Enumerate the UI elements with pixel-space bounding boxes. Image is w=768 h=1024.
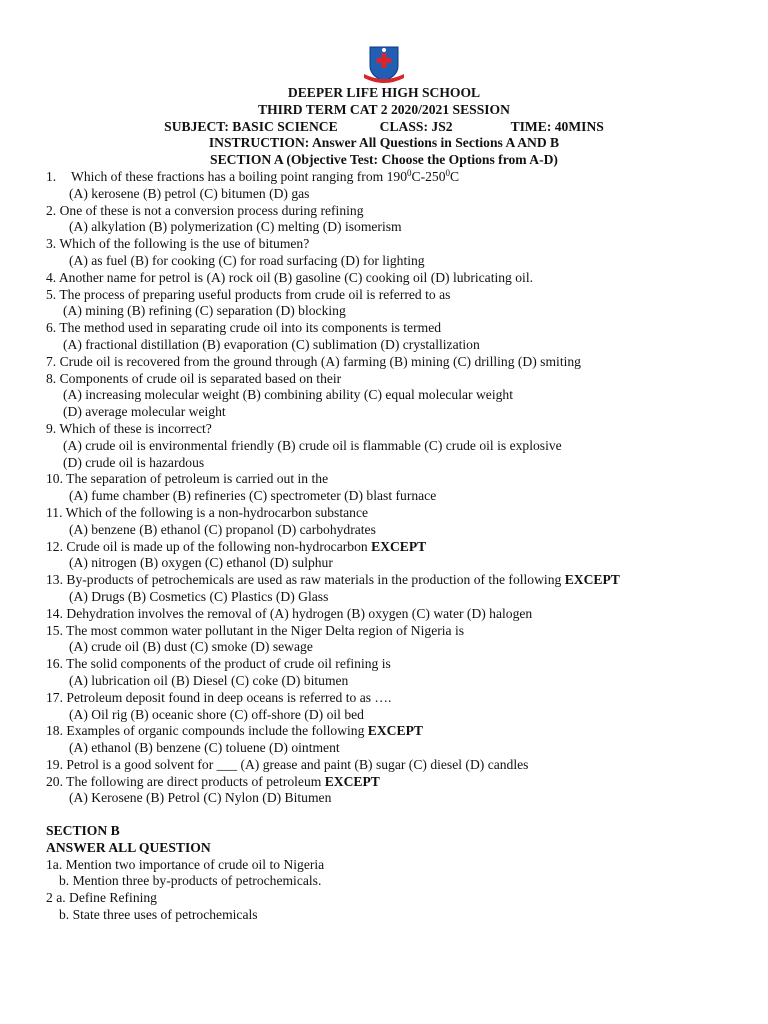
section-a-title: SECTION A (Objective Test: Choose the Options from A-D)	[210, 152, 558, 168]
question-6: 6. The method used in separating crude oil into its components is termed	[46, 320, 442, 336]
question-2: 2. One of these is not a conversion process during refining	[46, 202, 364, 218]
question-number: 1.	[46, 169, 57, 184]
question-20: 20. The following are direct products of petroleum EXCEPT	[46, 773, 380, 789]
question-9-options-continued: (D) crude oil is hazardous	[63, 454, 205, 470]
question-3: 3. Which of the following is the use of bitumen?	[46, 236, 310, 252]
question-8-options: (A) increasing molecular weight (B) combining ability (C) equal molecular weight	[63, 387, 513, 403]
term-title: THIRD TERM CAT 2 2020/2021 SESSION	[258, 101, 510, 117]
question-12: 12. Crude oil is made up of the following non-hydrocarbon EXCEPT	[46, 538, 427, 554]
section-b-question-1b: b. Mention three by-products of petrochemicals.	[59, 873, 322, 889]
time-label: TIME: 40MINS	[510, 118, 604, 134]
question-15: 15. The most common water pollutant in the Niger Delta region of Nigeria is	[46, 622, 465, 638]
instruction-text: INSTRUCTION: Answer All Questions in Sections A AND B	[208, 135, 560, 151]
question-1: 1. Which of these fractions has a boiling point ranging from $190^0C-250^0C$	[46, 168, 460, 184]
question-11: 11. Which of the following is a non-hydrocarbon substance	[46, 504, 369, 520]
section-b-title: SECTION B	[46, 823, 120, 838]
question-7: 7. Crude oil is recovered from the ground through (A) farming (B) mining (C) drilling (D) smiting	[46, 353, 581, 369]
question-18: 18. Examples of organic compounds include the following EXCEPT	[46, 723, 423, 739]
question-5: 5. The process of preparing useful products from crude oil is referred to as	[46, 286, 451, 302]
class-label: CLASS: JS2	[379, 118, 453, 134]
question-14: 14. Dehydration involves the removal of (A) hydrogen (B) oxygen (C) water (D) halogen	[46, 605, 533, 621]
question-19: 19. Petrol is a good solvent for ___ (A) grease and paint (B) sugar (C) diesel (D) candles	[46, 756, 529, 772]
question-8-options-continued: (D) average molecular weight	[63, 404, 226, 420]
question-13-options: (A) Drugs (B) Cosmetics (C) Plastics (D) Glass	[69, 588, 329, 604]
question-13: 13. By-products of petrochemicals are used as raw materials in the production of the following EXCEPT	[46, 572, 620, 588]
question-2-options: (A) alkylation (B) polymerization (C) melting (D) isomerism	[69, 219, 402, 235]
section-b	[46, 823, 746, 924]
question-18-options: (A) ethanol (B) benzene (C) toluene (D) ointment	[69, 740, 340, 756]
except-emphasis: EXCEPT	[367, 723, 423, 739]
question-9-options: (A) crude oil is environmental friendly (B) crude oil is flammable (C) crude oil is explosive	[63, 437, 562, 453]
question-8: 8. Components of crude oil is separated based on their	[46, 370, 342, 386]
question-17: 17. Petroleum deposit found in deep oceans is referred to as ….	[46, 689, 392, 705]
section-b-question-1a: 1a. Mention two importance of crude oil to Nigeria	[46, 856, 325, 872]
question-1-options: (A) kerosene (B) petrol (C) bitumen (D) gas	[69, 185, 310, 201]
school-crest-logo	[362, 44, 406, 84]
question-10: 10. The separation of petroleum is carried out in the	[46, 471, 329, 487]
school-name: DEEPER LIFE HIGH SCHOOL	[287, 85, 481, 100]
except-emphasis: EXCEPT	[371, 538, 427, 554]
question-16: 16. The solid components of the product of crude oil refining is	[46, 656, 391, 672]
question-9: 9. Which of these is incorrect?	[46, 420, 212, 436]
section-b-question-2a: 2 a. Define Refining	[46, 890, 157, 906]
question-17-options: (A) Oil rig (B) oceanic shore (C) off-shore (D) oil bed	[69, 706, 364, 722]
section-a-questions	[46, 169, 746, 807]
question-6-options: (A) fractional distillation (B) evaporation (C) sublimation (D) crystallization	[63, 336, 480, 352]
question-12-options: (A) nitrogen (B) oxygen (C) ethanol (D) sulphur	[69, 555, 333, 571]
section-b-instruction: ANSWER ALL QUESTION	[46, 839, 211, 855]
question-3-options: (A) as fuel (B) for cooking (C) for road surfacing (D) for lighting	[69, 252, 425, 268]
subject-label: SUBJECT: BASIC SCIENCE	[164, 118, 338, 134]
subject-row	[0, 119, 768, 136]
question-10-options: (A) fume chamber (B) refineries (C) spectrometer (D) blast furnace	[69, 488, 437, 504]
except-emphasis: EXCEPT	[564, 572, 620, 588]
question-20-options: (A) Kerosene (B) Petrol (C) Nylon (D) Bitumen	[69, 790, 332, 806]
section-b-question-2b: b. State three uses of petrochemicals	[59, 906, 258, 922]
question-11-options: (A) benzene (B) ethanol (C) propanol (D) carbohydrates	[69, 521, 376, 537]
question-15-options: (A) crude oil (B) dust (C) smoke (D) sewage	[69, 639, 313, 655]
question-16-options: (A) lubrication oil (B) Diesel (C) coke (D) bitumen	[69, 672, 349, 688]
question-4: 4. Another name for petrol is (A) rock oil (B) gasoline (C) cooking oil (D) lubricating oil.	[46, 269, 533, 285]
except-emphasis: EXCEPT	[324, 773, 380, 789]
exam-header	[0, 85, 768, 169]
question-5-options: (A) mining (B) refining (C) separation (D) blocking	[63, 303, 346, 319]
